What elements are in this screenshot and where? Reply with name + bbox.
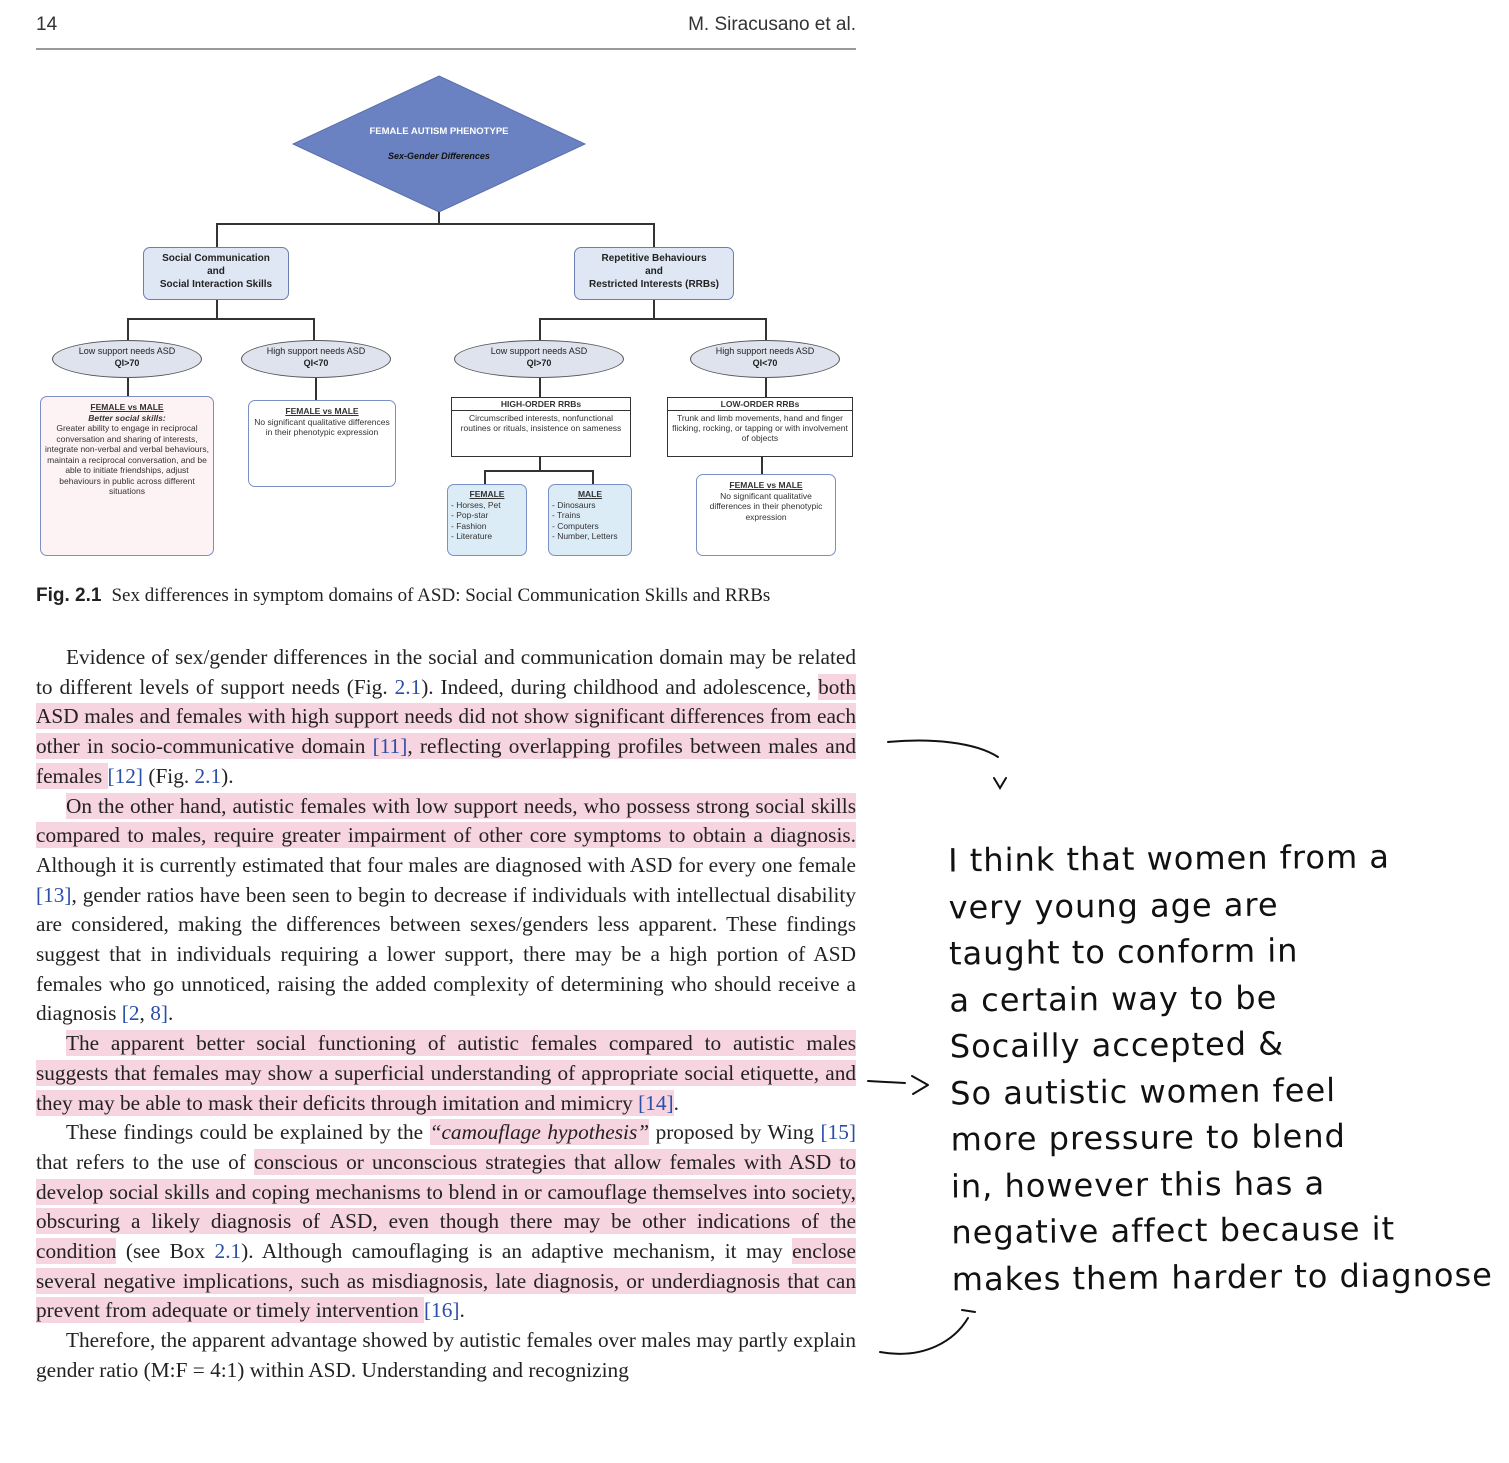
- box-text: Trunk and limb movements, hand and finger flicking, rocking, or tapping or with involvement of objects: [672, 413, 848, 443]
- branch-label-line: and: [645, 266, 663, 277]
- citation-link[interactable]: 8]: [150, 1001, 168, 1026]
- handwritten-line: makes them harder to diagnose: [951, 1255, 1493, 1298]
- card-title: MALE: [577, 489, 603, 499]
- handwritten-line: taught to conform in: [948, 931, 1299, 973]
- highlighted-text: enclose several negative implications, such as misdiagnosis, late diagnosis, or underdiagnosis that can prevent from adequate or timely intervention: [36, 1239, 856, 1323]
- handwritten-line: So autistic women feel: [950, 1070, 1337, 1112]
- citation-link[interactable]: [14]: [638, 1090, 674, 1115]
- card-text: Greater ability to engage in reciprocal conversation and sharing of interests, integrate non-verbal and verbal behaviours, maintain a reciprocal conversation, and be able to initiate friendships, adjust behaviours in public across different situations: [45, 423, 209, 496]
- box-title: LOW-ORDER RRBs: [668, 398, 852, 411]
- text-segment: .: [167, 1001, 174, 1026]
- ellipse-iq: QI<70: [303, 358, 329, 368]
- citation-link[interactable]: 2.1: [214, 1239, 242, 1264]
- text-segment: .: [673, 1090, 679, 1115]
- ellipse-label: Low support needs ASD: [78, 346, 176, 356]
- root-subtitle: Sex-Gender Differences: [388, 151, 490, 161]
- interest-item: - Number, Letters: [552, 531, 618, 541]
- caption-label: Fig. 2.1: [36, 585, 102, 606]
- interest-item: - Literature: [451, 531, 493, 541]
- text-segment: .: [459, 1298, 465, 1323]
- card-title: FEMALE vs MALE: [90, 402, 164, 412]
- citation-link[interactable]: [16]: [423, 1298, 460, 1323]
- citation-link[interactable]: [13]: [36, 882, 72, 907]
- arrow-top: [888, 741, 1006, 788]
- page-number: 14: [36, 14, 58, 35]
- card-title: FEMALE vs MALE: [729, 480, 803, 490]
- text-segment: Although it is currently estimated that four males are diagnosed with ASD for every one female: [36, 852, 856, 877]
- ellipse-label: High support needs ASD: [715, 346, 815, 356]
- ellipse-label: High support needs ASD: [266, 346, 366, 356]
- card-subtitle: Better social skills:: [88, 412, 166, 423]
- running-head-authors: M. Siracusano et al.: [688, 14, 856, 35]
- text-segment: ,: [139, 1001, 151, 1026]
- text-segment: These findings could be explained by the: [66, 1120, 430, 1145]
- text-segment: ). Although camouflaging is an adaptive mechanism, it may: [241, 1239, 793, 1264]
- branch-label-line: Repetitive Behaviours: [601, 253, 707, 264]
- branch-label-line: Social Communication: [162, 253, 270, 264]
- ellipse-label: Low support needs ASD: [490, 346, 588, 356]
- root-title: FEMALE AUTISM PHENOTYPE: [369, 126, 509, 137]
- interest-item: - Dinosaurs: [552, 499, 596, 510]
- handwritten-line: in, however this has a: [950, 1163, 1326, 1205]
- branch-label-line: Restricted Interests (RRBs): [588, 279, 720, 290]
- interest-item: - Computers: [552, 520, 599, 531]
- interest-item: - Trains: [552, 510, 581, 520]
- card-text: No significant qualitative differences in their phenotypic expression: [709, 490, 823, 522]
- citation-link[interactable]: [2: [121, 1001, 140, 1026]
- card-title: FEMALE: [469, 489, 505, 499]
- citation-link[interactable]: [11]: [372, 734, 408, 759]
- branch-label-line: Social Interaction Skills: [159, 279, 273, 290]
- text-segment: Therefore, the apparent advantage showed by autistic females over males may partly explain gender ratio (M:F = 4:1) within ASD. Understanding and recognizing: [36, 1328, 856, 1382]
- arrow-bottom: [880, 1310, 975, 1354]
- box-title: HIGH-ORDER RRBs: [452, 398, 630, 411]
- highlighted-text: The apparent better social functioning of autistic females compared to autistic males suggests that females may show a superficial understanding of appropriate social etiquette, and they may be able to mask their deficits through imitation and mimicry: [36, 1031, 856, 1115]
- card-text: No significant qualitative differences in their phenotypic expression: [254, 416, 390, 437]
- text-segment: , gender ratios have been seen to begin to decrease if individuals with intellectual disability are considered, making the differences between sexes/genders less apparent. These findings suggest that in individuals requiring a lower support, there may be a high portion of ASD females who go unnoticed, raising the added complexity of determining who should receive a diagnosis: [36, 882, 856, 1026]
- citation-link[interactable]: 2.1: [194, 763, 222, 788]
- citation-link[interactable]: [12]: [107, 763, 144, 788]
- highlighted-text: conscious or unconscious strategies that allow females with ASD to develop social skills and coping mechanisms to blend in or camouflage themselves into society, obscuring a likely diagnosis of ASD, even though there may be other indications of the condition: [36, 1149, 856, 1264]
- citation-link[interactable]: 2.1: [394, 674, 422, 699]
- card-title: FEMALE vs MALE: [285, 406, 359, 416]
- handwritten-line: a certain way to be: [949, 978, 1278, 1019]
- text-segment: proposed by Wing: [649, 1120, 821, 1145]
- text-segment: ). Indeed, during childhood and adolescence,: [421, 674, 819, 699]
- interest-item: - Fashion: [451, 520, 487, 531]
- highlighted-text: “camouflage hypothesis”: [429, 1120, 650, 1145]
- highlighted-text: both ASD males and females with high support needs did not show significant differences from each other in socio-communicative domain: [36, 674, 856, 759]
- handwritten-line: very young age are: [948, 885, 1279, 926]
- highlighted-text: , reflecting overlapping profiles between males and females: [36, 734, 856, 788]
- text-segment: (see Box: [116, 1239, 215, 1264]
- branch-label-line: and: [207, 266, 225, 277]
- text-segment: (Fig.: [143, 763, 195, 788]
- box-text: Circumscribed interests, nonfunctional routines or rituals, insistence on sameness: [460, 413, 622, 433]
- text-segment: that refers to the use of: [36, 1149, 254, 1174]
- handwritten-line: negative affect because it: [951, 1209, 1396, 1252]
- handwritten-line: Socailly accepted &: [949, 1024, 1285, 1066]
- caption-text: Sex differences in symptom domains of ASD: Social Communication Skills and RRBs: [111, 585, 771, 606]
- citation-link[interactable]: [15]: [820, 1120, 856, 1145]
- highlighted-text: On the other hand, autistic females with low support needs, who possess strong social skills compared to males, require greater impairment of other core symptoms to obtain a diagnosis.: [36, 793, 856, 848]
- handwritten-line: more pressure to blend: [950, 1116, 1347, 1159]
- arrow-middle: [868, 1076, 928, 1094]
- interest-item: - Horses, Pet: [451, 499, 501, 510]
- handwritten-line: I think that women from a: [948, 837, 1391, 880]
- interest-item: - Pop-star: [451, 510, 489, 520]
- ellipse-iq: QI>70: [114, 358, 140, 368]
- ellipse-iq: QI<70: [752, 358, 778, 368]
- ellipse-iq: QI>70: [526, 358, 552, 368]
- text-segment: ).: [221, 763, 234, 788]
- text-segment: Evidence of sex/gender differences in the social and communication domain may be related to different levels of support needs (Fig.: [36, 645, 856, 699]
